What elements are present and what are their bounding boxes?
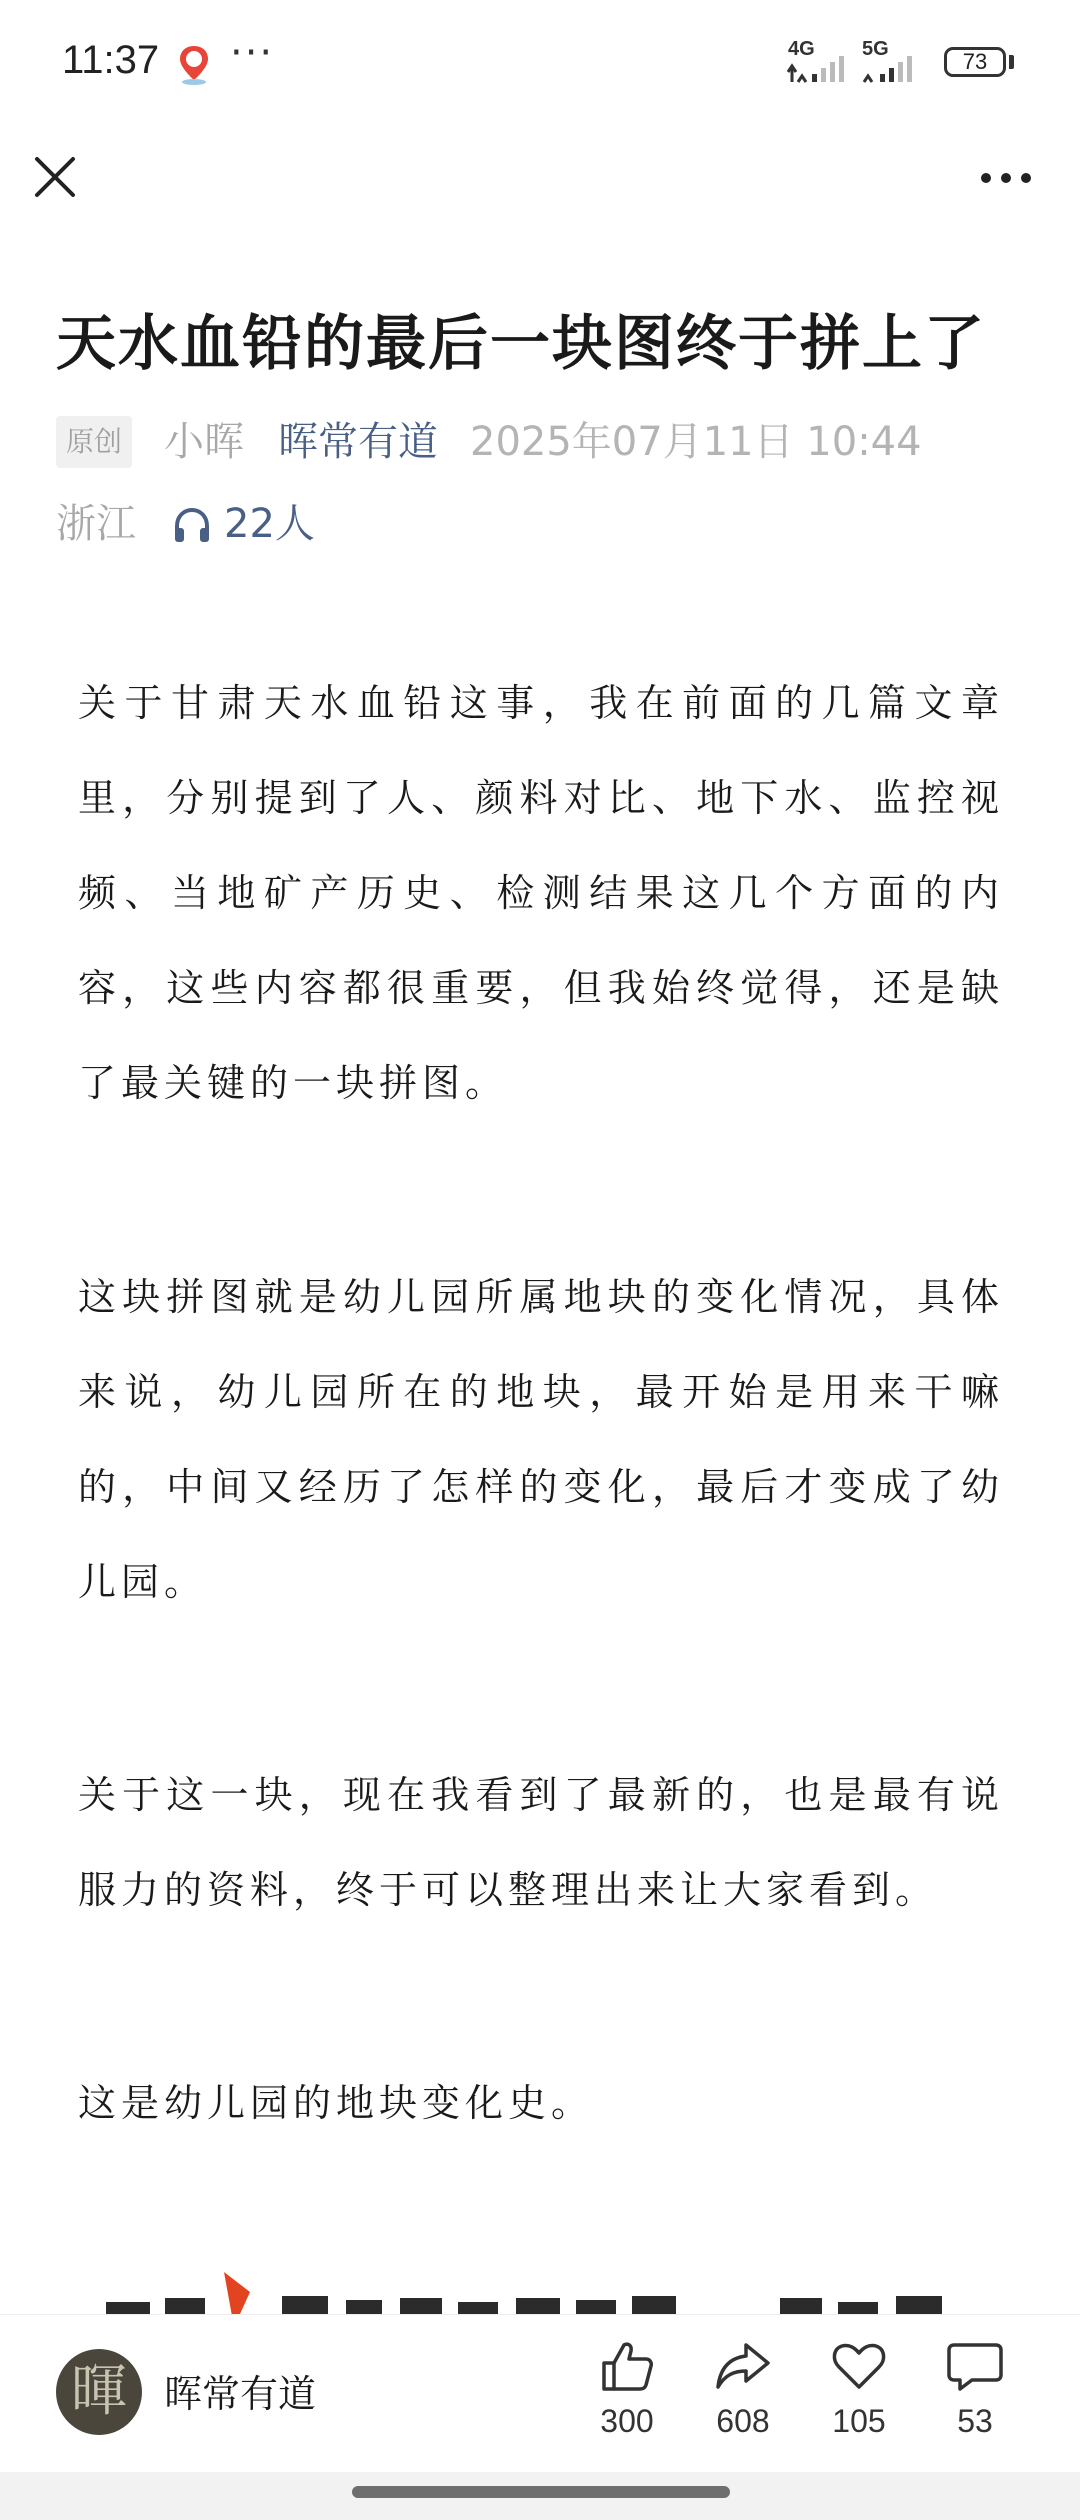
bottom-action-bar	[0, 2314, 1080, 2473]
original-tag: 原创	[56, 416, 132, 468]
network-4g-indicator: 4G	[786, 38, 856, 84]
like-button[interactable]	[582, 2339, 672, 2459]
signal-bars-icon	[786, 52, 856, 84]
article-title: 天水血铅的最后一块图终于拼上了	[56, 309, 986, 379]
thumbs-up-icon	[598, 2339, 656, 2393]
share-button[interactable]	[698, 2339, 788, 2459]
heart-icon	[830, 2339, 888, 2393]
account-link[interactable]: 晖常有道	[278, 419, 438, 465]
favorite-button[interactable]	[814, 2339, 904, 2459]
comment-count: 53	[957, 2403, 993, 2439]
publish-date: 2025年07月11日 10:44	[470, 419, 922, 465]
article-meta	[56, 412, 1056, 472]
article-meta-secondary	[56, 494, 656, 554]
status-more-dots: ···	[230, 30, 275, 76]
share-arrow-icon	[714, 2339, 772, 2393]
account-name[interactable]: 晖常有道	[164, 2372, 317, 2416]
home-indicator[interactable]	[352, 2486, 730, 2498]
more-icon[interactable]	[978, 170, 1034, 186]
comment-button[interactable]	[930, 2339, 1020, 2459]
battery-indicator: 73	[944, 47, 1006, 77]
battery-tip	[1009, 55, 1014, 69]
comment-bubble-icon	[946, 2339, 1004, 2393]
location: 浙江	[56, 501, 136, 547]
like-count: 300	[600, 2403, 654, 2439]
close-icon[interactable]	[34, 156, 76, 198]
article-paragraph: 这块拼图就是幼儿园所属地块的变化情况，具体来说，幼儿园所在的地块，最开始是用来干嘛的，中间又经历了怎样的变化，最后才变成了幼儿园。	[78, 1275, 1004, 1604]
headphone-icon[interactable]	[172, 506, 212, 544]
author-name[interactable]: 小晖	[164, 419, 244, 465]
listener-count[interactable]: 22人	[224, 501, 315, 547]
signal-bars-icon	[862, 52, 934, 84]
favorite-count: 105	[832, 2403, 886, 2439]
article-paragraph: 关于这一块，现在我看到了最新的，也是最有说服力的资料，终于可以整理出来让大家看到。	[78, 1773, 1004, 1912]
baidu-map-icon	[172, 42, 216, 86]
status-bar	[0, 0, 1080, 128]
network-5g-indicator: 5G	[862, 38, 934, 84]
avatar-glyph: 暉	[71, 2359, 127, 2424]
avatar[interactable]	[56, 2349, 142, 2435]
share-count: 608	[716, 2403, 770, 2439]
article-paragraph: 关于甘肃天水血铅这事，我在前面的几篇文章里，分别提到了人、颜料对比、地下水、监控视频、当地矿产历史、检测结果这几个方面的内容，这些内容都很重要，但我始终觉得，还是缺了最关键的一块拼图。	[78, 681, 1004, 1105]
article-paragraph: 这是幼儿园的地块变化史。	[78, 2081, 595, 2125]
article-image-partial	[0, 2266, 1080, 2316]
status-time: 11:37	[62, 38, 160, 82]
